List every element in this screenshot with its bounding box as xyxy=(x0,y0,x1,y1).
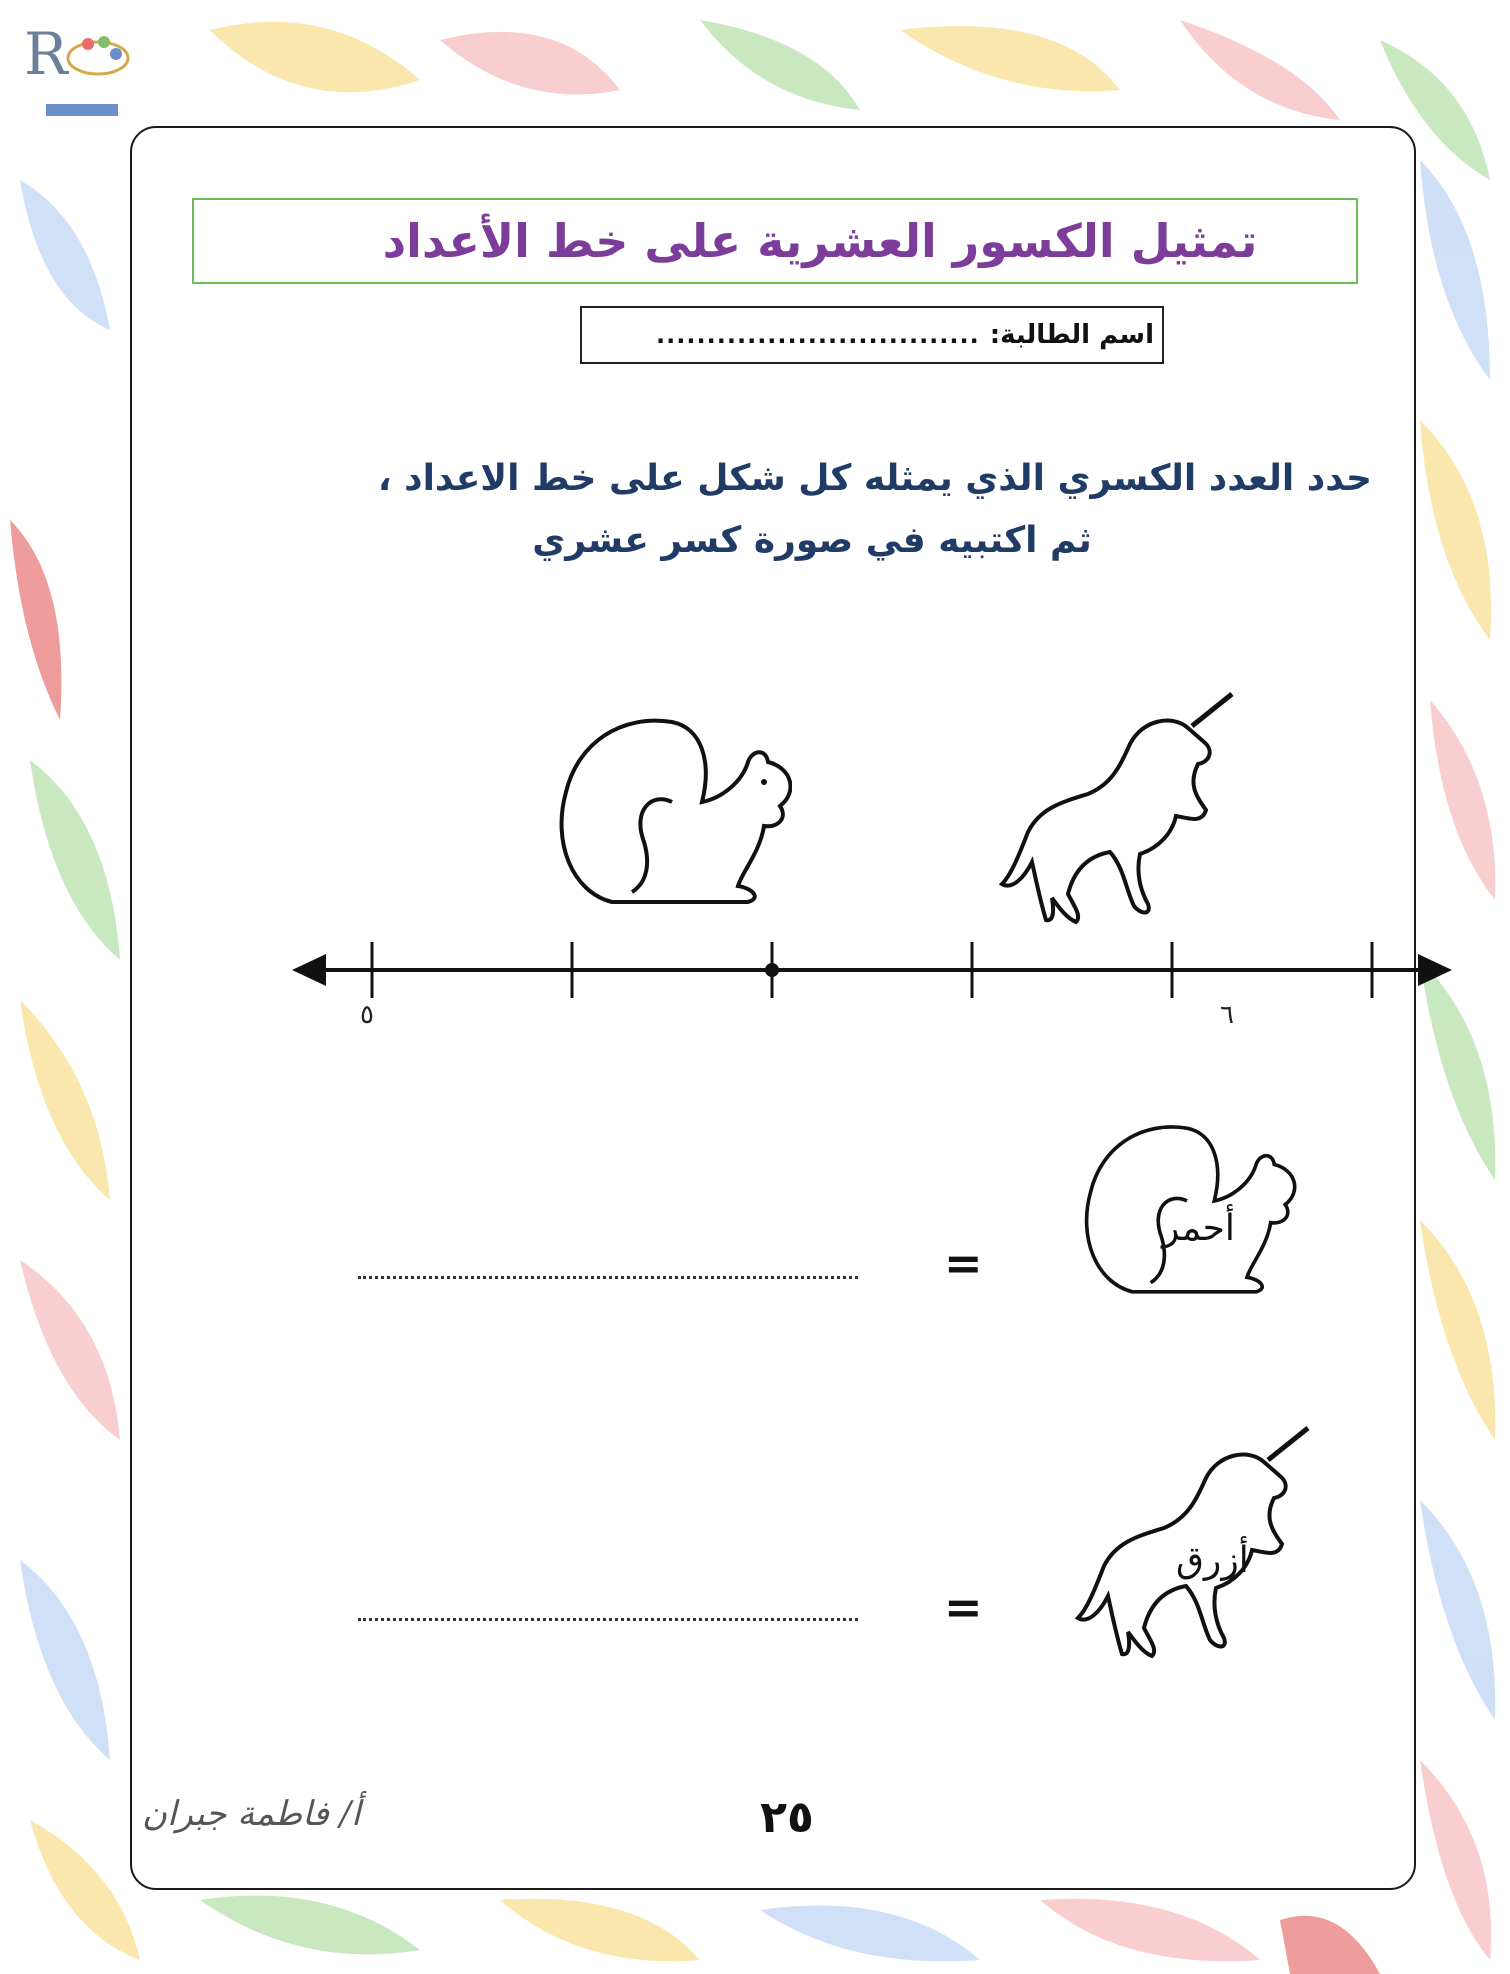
page-title: تمثيل الكسور العشرية على خط الأعداد xyxy=(382,214,1258,268)
answer-1-color: أحمر xyxy=(1162,1208,1235,1249)
answer-2-equals: = xyxy=(944,1580,983,1634)
instructions-line-1: حدد العدد الكسري الذي يمثله كل شكل على خط الاعداد ، xyxy=(377,458,1372,499)
answer-2-color: أزرق xyxy=(1176,1540,1249,1581)
squirrel-icon xyxy=(552,702,792,922)
student-name-dots: ................................ xyxy=(656,321,980,349)
number-line-point xyxy=(765,963,779,977)
instructions-line-2: ثم اكتبيه في صورة كسر عشري xyxy=(532,520,1092,561)
student-name-field[interactable] xyxy=(580,306,1164,364)
tick-label-start: ٥ xyxy=(360,1000,374,1030)
answer-1-equals: = xyxy=(944,1236,983,1290)
number-line xyxy=(292,928,1452,1048)
answer-1-blank[interactable] xyxy=(358,1276,858,1279)
unicorn-icon xyxy=(992,684,1242,934)
tick-label-end: ٦ xyxy=(1220,1000,1234,1030)
author-signature: أ/ فاطمة جبران xyxy=(142,1794,361,1834)
title-box xyxy=(192,198,1358,284)
worksheet-card xyxy=(130,126,1416,1890)
instructions xyxy=(252,448,1372,572)
page-number: ٢٥ xyxy=(760,1792,814,1843)
svg-text:R: R xyxy=(24,20,68,88)
student-name-label: اسم الطالبة: xyxy=(989,320,1154,350)
logo-tag xyxy=(46,104,118,116)
answer-2-blank[interactable] xyxy=(358,1618,858,1621)
